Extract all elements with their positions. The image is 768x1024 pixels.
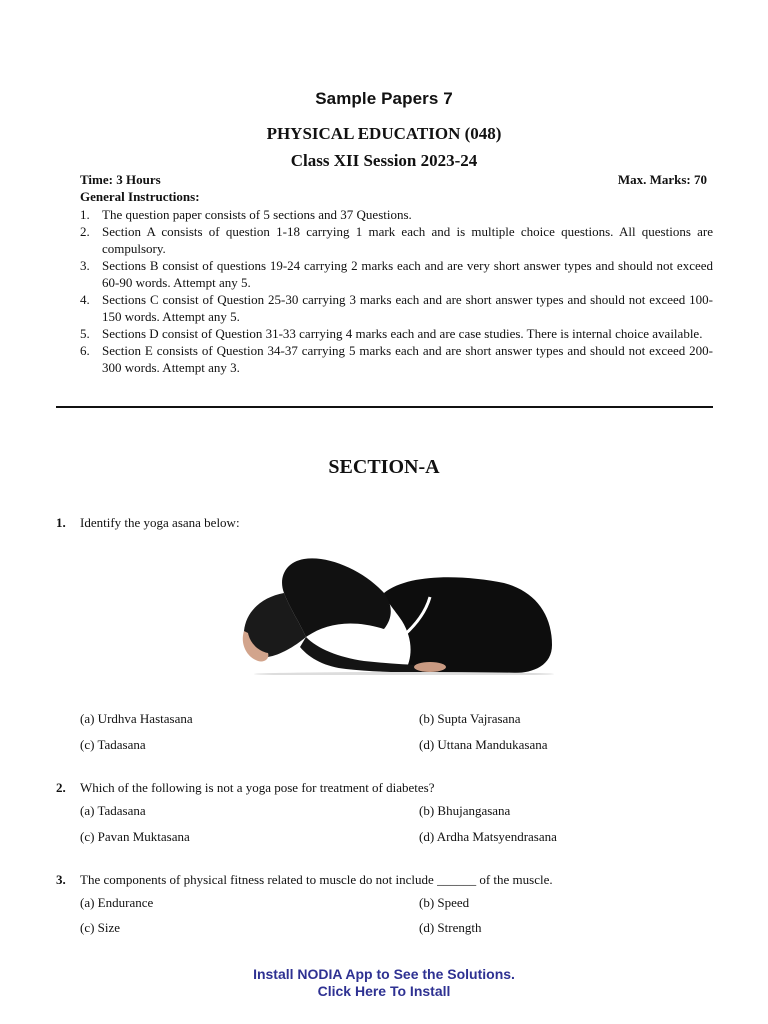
question-3-text (80, 872, 553, 888)
instruction-item (80, 325, 713, 342)
instruction-item (80, 342, 713, 376)
instruction-number: 4. (80, 292, 90, 307)
instruction-text: Section A consists of question 1-18 carrying 1 mark each and is multiple choice questions. All questions are compulsory. (102, 224, 713, 256)
instruction-number: 5. (80, 326, 90, 341)
question-2-number: 2. (56, 780, 66, 795)
question-3-text-after: of the muscle. (479, 872, 553, 887)
exam-duration: Time: 3 Hours (80, 172, 161, 187)
question-2-option-b: (b) Bhujangasana (419, 803, 511, 818)
section-a-heading: SECTION-A (328, 456, 440, 478)
general-instructions-heading: General Instructions: (80, 189, 200, 204)
instruction-number: 3. (80, 258, 90, 273)
question-2-option-a: (a) Tadasana (80, 803, 146, 818)
instruction-item (80, 257, 713, 291)
question-2-option-d: (d) Ardha Matsyendrasana (419, 829, 557, 844)
subject-title: PHYSICAL EDUCATION (048) (266, 124, 502, 143)
max-marks: Max. Marks: 70 (617, 172, 707, 187)
paper-title: Sample Papers 7 (315, 89, 453, 108)
question-3-text-before: The components of physical fitness related to muscle do not include (80, 872, 434, 887)
install-app-message[interactable]: Install NODIA App to See the Solutions. (253, 966, 515, 982)
header-divider (56, 406, 713, 408)
question-1-number: 1. (56, 515, 66, 530)
answer-blank: ______ (437, 872, 477, 887)
question-1-option-c: (c) Tadasana (80, 737, 146, 752)
question-3-option-b: (b) Speed (419, 895, 470, 910)
question-3-option-c: (c) Size (80, 920, 121, 935)
question-3-option-a: (a) Endurance (80, 895, 154, 910)
question-1-text: Identify the yoga asana below: (80, 515, 240, 530)
question-1-option-b: (b) Supta Vajrasana (419, 711, 521, 726)
instruction-text: The question paper consists of 5 sections and 37 Questions. (102, 207, 412, 222)
instruction-text: Sections D consist of Question 31-33 carrying 4 marks each and are case studies. There is internal choice available. (102, 326, 703, 341)
question-2-text: Which of the following is not a yoga pose for treatment of diabetes? (80, 780, 435, 795)
question-1-option-d: (d) Uttana Mandukasana (419, 737, 548, 752)
instruction-item (80, 223, 713, 257)
class-session: Class XII Session 2023-24 (290, 151, 478, 170)
question-1-option-a: (a) Urdhva Hastasana (80, 711, 193, 726)
instruction-text: Sections C consist of Question 25-30 carrying 3 marks each and are short answer types and should not exceed 100-150 words. Attempt any 5. (102, 292, 713, 324)
instruction-text: Section E consists of Question 34-37 carrying 5 marks each and are short answer types and should not exceed 200-300 words. Attempt any 3. (102, 343, 713, 375)
instruction-item (80, 206, 713, 223)
question-2-option-c: (c) Pavan Muktasana (80, 829, 190, 844)
instruction-number: 2. (80, 224, 90, 239)
click-to-install-link[interactable]: Click Here To Install (317, 983, 451, 999)
instruction-number: 1. (80, 207, 90, 222)
question-3-option-d: (d) Strength (419, 920, 482, 935)
instruction-text: Sections B consist of questions 19-24 carrying 2 marks each and are very short answer types and should not exceed 60-90 words. Attempt any 5. (102, 258, 713, 290)
instruction-item (80, 291, 713, 325)
question-3-number: 3. (56, 872, 66, 887)
install-app-link[interactable] (0, 966, 768, 1000)
yoga-pose-illustration (234, 553, 556, 675)
instructions-list (80, 206, 713, 376)
instruction-number: 6. (80, 343, 90, 358)
